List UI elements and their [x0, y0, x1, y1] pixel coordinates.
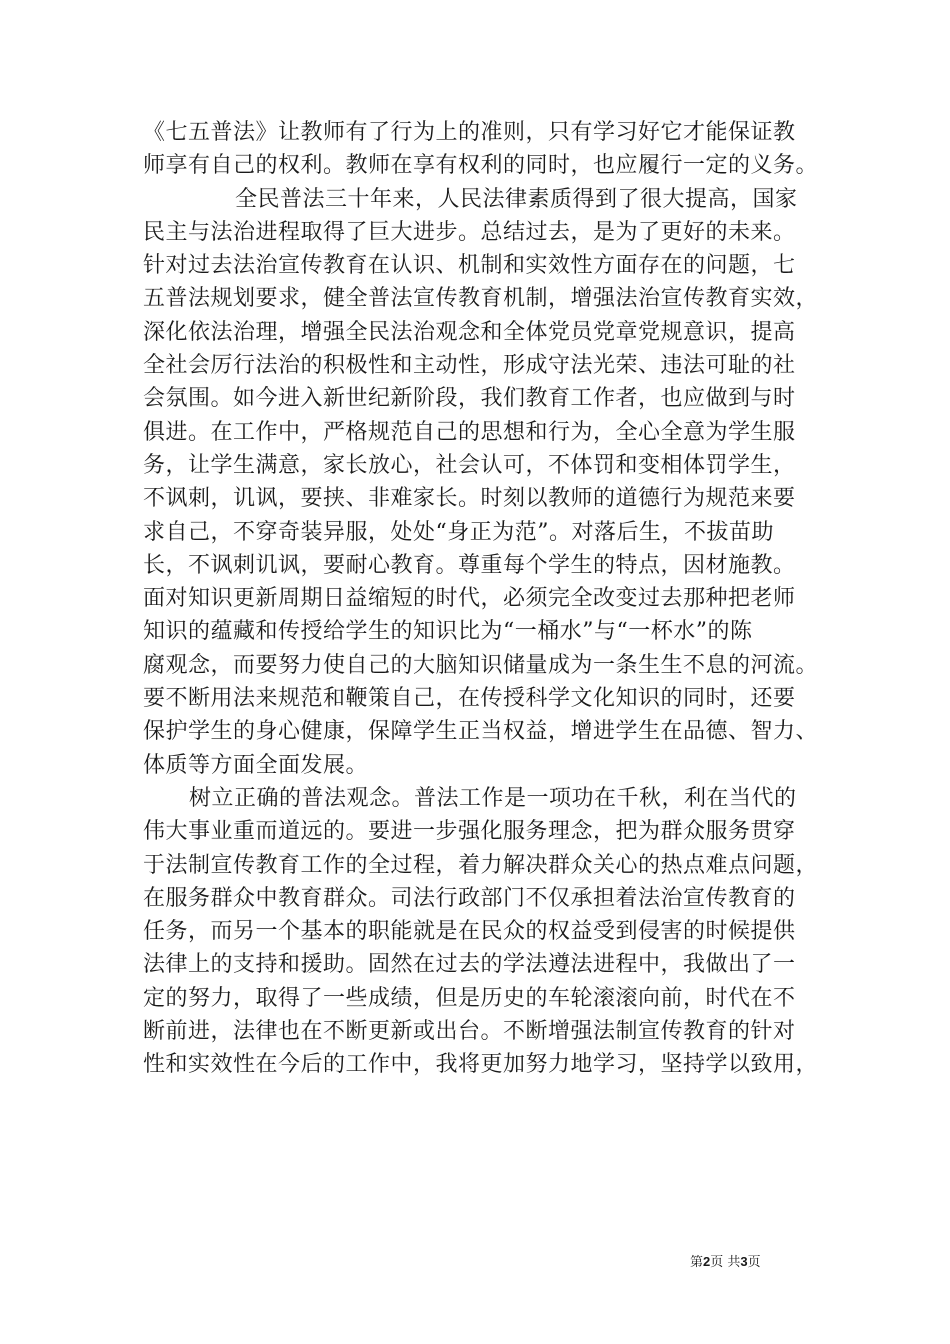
text-line: 保护学生的身心健康，保障学生正当权益，增进学生在品德、智力、 [143, 719, 819, 745]
text-line: 体质等方面全面发展。 [143, 752, 369, 778]
text-line: 法律上的支持和援助。固然在过去的学法遵法进程中，我做出了一 [143, 952, 796, 978]
text-line: 全民普法三十年来，人民法律素质得到了很大提高，国家 [235, 186, 798, 212]
text-line: 任务，而另一个基本的职能就是在民众的权益受到侵害的时候提供 [143, 919, 796, 945]
text-line: 定的努力，取得了一些成绩，但是历史的车轮滚滚向前，时代在不 [143, 985, 796, 1011]
text-line: 针对过去法治宣传教育在认识、机制和实效性方面存在的问题，七 [143, 253, 796, 279]
page-number-footer [690, 1251, 840, 1270]
total-pages-number: 3 [740, 1254, 748, 1269]
current-page-number: 2 [703, 1254, 711, 1269]
text-line: 长，不讽刺讥讽，要耐心教育。尊重每个学生的特点，因材施教。 [143, 552, 796, 578]
text-line: 民主与法治进程取得了巨大进步。总结过去，是为了更好的未来。 [143, 219, 796, 245]
text-line: 求自己，不穿奇装异服，处处“身正为范”。对落后生，不拔苗助 [143, 519, 774, 545]
text-line: 不讽刺，讥讽，要挟、非难家长。时刻以教师的道德行为规范来要 [143, 486, 796, 512]
text-line: 断前进，法律也在不断更新或出台。不断增强法制宣传教育的针对 [143, 1019, 796, 1045]
text-line: 深化依法治理，增强全民法治观念和全体党员党章党规意识，提高 [143, 319, 796, 345]
text-line: 五普法规划要求，健全普法宣传教育机制，增强法治宣传教育实效， [143, 286, 819, 312]
text-line: 务，让学生满意，家长放心，社会认可，不体罚和变相体罚学生， [143, 452, 796, 478]
text-line: 树立正确的普法观念。普法工作是一项功在千秋，利在当代的 [189, 785, 797, 811]
text-line: 要不断用法来规范和鞭策自己，在传授科学文化知识的同时，还要 [143, 686, 796, 712]
text-line: 师享有自己的权利。教师在享有权利的同时，也应履行一定的义务。 [143, 153, 819, 179]
text-line: 在服务群众中教育群众。司法行政部门不仅承担着法治宣传教育的 [143, 885, 796, 911]
text-line: 于法制宣传教育工作的全过程，着力解决群众关心的热点难点问题， [143, 852, 819, 878]
body-text [143, 116, 833, 1082]
paragraph-1 [143, 116, 833, 183]
text-line: 知识的蕴藏和传授给学生的知识比为“一桶水”与“一杯水”的陈 [143, 619, 753, 645]
paragraph-2 [143, 183, 833, 782]
text-line: 性和实效性在今后的工作中，我将更加努力地学习，坚持学以致用， [143, 1052, 819, 1078]
footer-prefix: 第 [690, 1255, 704, 1270]
text-line: 俱进。在工作中，严格规范自己的思想和行为，全心全意为学生服 [143, 419, 796, 445]
text-line: 《七五普法》让教师有了行为上的准则，只有学习好它才能保证教 [143, 120, 796, 145]
text-line: 会氛围。如今进入新世纪新阶段，我们教育工作者，也应做到与时 [143, 386, 796, 412]
footer-middle: 页 共 [710, 1255, 741, 1270]
paragraph-3 [143, 782, 833, 1082]
footer-suffix: 页 [747, 1255, 761, 1270]
text-line: 腐观念，而要努力使自己的大脑知识储量成为一条生生不息的河流。 [143, 652, 819, 678]
text-line: 全社会厉行法治的积极性和主动性，形成守法光荣、违法可耻的社 [143, 353, 796, 379]
text-line: 面对知识更新周期日益缩短的时代，必须完全改变过去那种把老师 [143, 586, 796, 612]
text-line: 伟大事业重而道远的。要进一步强化服务理念，把为群众服务贯穿 [143, 819, 796, 845]
